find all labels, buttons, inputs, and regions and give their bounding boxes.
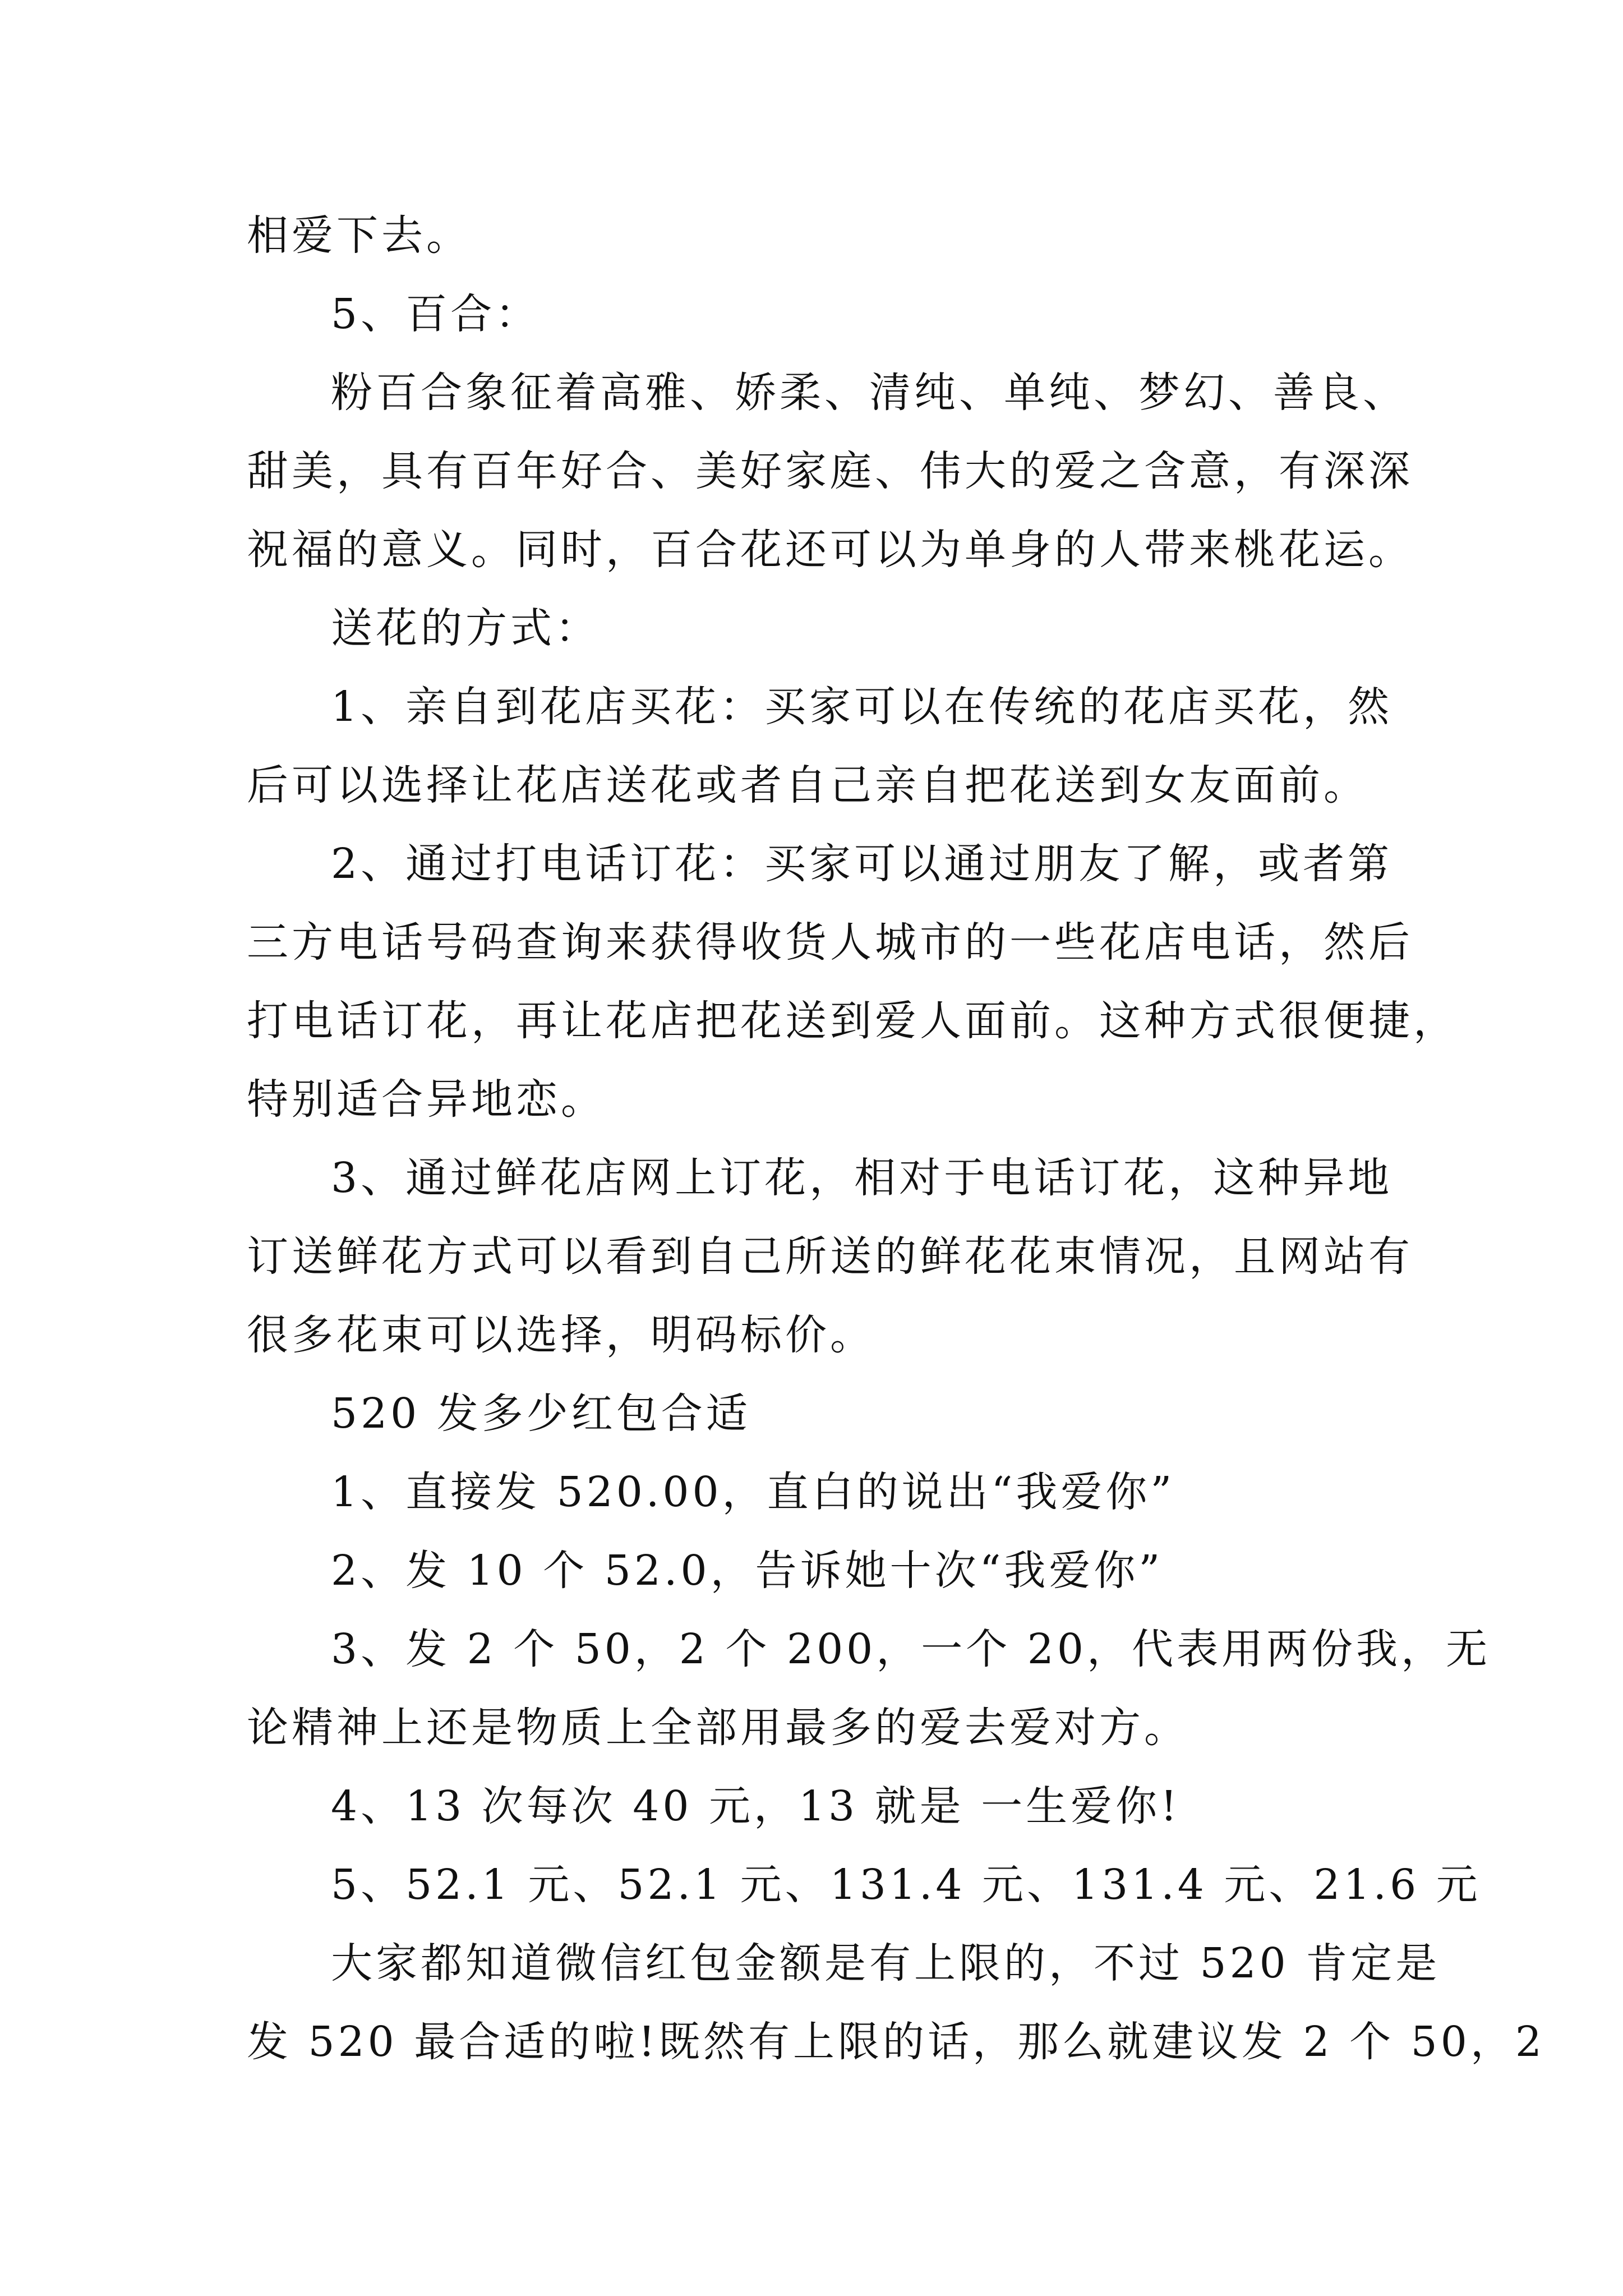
text-line-16: 520 发多少红包合适 [331, 1389, 751, 1438]
text-line-13: 3、通过鲜花店网上订花，相对于电话订花，这种异地 [331, 1154, 1393, 1202]
text-line-4: 甜美，具有百年好合、美好家庭、伟大的爱之含意，有深深 [247, 447, 1413, 495]
text-line-21: 4、13 次每次 40 元，13 就是 一生爱你! [331, 1782, 1181, 1830]
text-line-10: 三方电话号码查询来获得收货人城市的一些花店电话，然后 [247, 918, 1413, 967]
text-line-11: 打电话订花，再让花店把花送到爱人面前。这种方式很便捷， [247, 997, 1458, 1045]
text-line-3: 粉百合象征着高雅、娇柔、清纯、单纯、梦幻、善良、 [331, 369, 1408, 417]
text-line-15: 很多花束可以选择，明码标价。 [247, 1311, 875, 1359]
text-line-9: 2、通过打电话订花：买家可以通过朋友了解，或者第 [331, 840, 1393, 888]
text-line-22: 5、52.1 元、52.1 元、131.4 元、131.4 元、21.6 元 [331, 1861, 1481, 1909]
text-line-23: 大家都知道微信红包金额是有上限的，不过 520 肯定是 [331, 1939, 1441, 1987]
text-line-17: 1、直接发 520.00，直白的说出“我爱你” [331, 1468, 1175, 1516]
text-line-1: 相爱下去。 [247, 211, 471, 260]
text-line-7: 1、亲自到花店买花：买家可以在传统的花店买花，然 [331, 683, 1393, 731]
text-line-6: 送花的方式： [331, 604, 600, 652]
text-line-19: 3、发 2 个 50，2 个 200，一个 20，代表用两份我，无 [331, 1625, 1491, 1673]
text-line-5: 祝福的意义。同时，百合花还可以为单身的人带来桃花运。 [247, 526, 1413, 574]
text-line-24: 发 520 最合适的啦!既然有上限的话，那么就建议发 2 个 50，2 [247, 2018, 1545, 2066]
text-line-14: 订送鲜花方式可以看到自己所送的鲜花花束情况，且网站有 [247, 1232, 1413, 1281]
text-line-8: 后可以选择让花店送花或者自己亲自把花送到女友面前。 [247, 761, 1368, 809]
text-line-12: 特别适合异地恋。 [247, 1075, 606, 1124]
text-line-2: 5、百合： [331, 290, 541, 338]
text-line-18: 2、发 10 个 52.0，告诉她十次“我爱你” [331, 1547, 1164, 1595]
text-line-20: 论精神上还是物质上全部用最多的爱去爱对方。 [247, 1704, 1189, 1752]
